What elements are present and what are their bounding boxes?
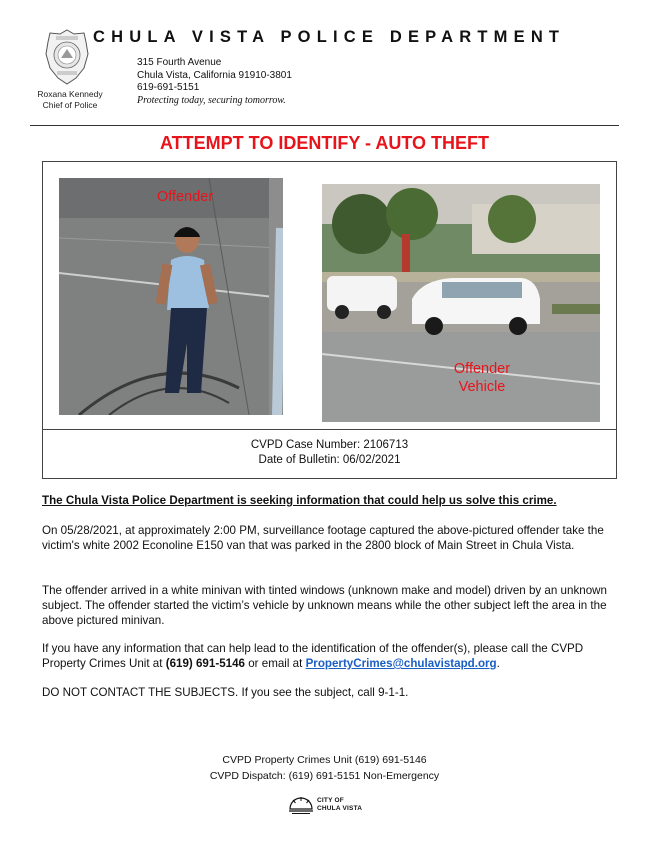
city-logo-line2: CHULA VISTA — [317, 805, 363, 812]
case-number: CVPD Case Number: 2106713 — [250, 439, 409, 451]
contact-text-post: . — [496, 657, 500, 670]
city-logo-line1: CITY OF — [317, 797, 344, 804]
city-logo-text — [317, 797, 362, 813]
chief-name: Roxana Kennedy — [37, 89, 103, 99]
lead-statement: The Chula Vista Police Department is seeking information that could help us solve this crime. — [42, 494, 557, 507]
police-badge-icon — [44, 28, 90, 86]
city-sun-logo-icon — [287, 794, 379, 816]
photo-panel-divider — [43, 429, 616, 430]
department-address — [137, 57, 292, 107]
bulletin-date: Date of Bulletin: 06/02/2021 — [258, 454, 401, 466]
contact-text-mid: or email at — [245, 657, 306, 670]
chief-block — [30, 89, 110, 111]
offender-photo — [59, 178, 283, 415]
contact-email-link[interactable]: PropertyCrimes@chulavistapd.org — [305, 657, 497, 670]
footer-contacts — [0, 752, 649, 784]
suspect-paragraph: The offender arrived in a white minivan with tinted windows (unknown make and model) driven by an unknown subject. The offender started the victim’s vehicle by unknown means while the other subject left the area in the above pictured minivan. — [42, 584, 607, 627]
contact-phone: (619) 691-5146 — [165, 657, 245, 670]
department-motto: Protecting today, securing tomorrow. — [137, 94, 286, 106]
incident-paragraph: On 05/28/2021, at approximately 2:00 PM, surveillance footage captured the above-pictured offender take the victim's white 2002 Econoline E150 van that was parked in the 2800 block of Main Street in Chula Vista. — [42, 524, 604, 552]
offender-vehicle-label-line1: Offender — [453, 361, 511, 377]
offender-vehicle-label — [432, 360, 532, 396]
offender-photo-label: Offender — [157, 189, 214, 205]
address-line1: 315 Fourth Avenue — [137, 57, 222, 68]
offender-vehicle-label-line2: Vehicle — [458, 379, 506, 395]
bulletin-title: ATTEMPT TO IDENTIFY - AUTO THEFT — [160, 133, 489, 153]
case-info — [43, 438, 616, 468]
header-divider — [30, 125, 619, 126]
chief-title: Chief of Police — [42, 100, 98, 110]
address-line2: Chula Vista, California 91910-3801 — [137, 69, 292, 81]
offender-vehicle-photo — [322, 184, 600, 422]
department-phone: 619-691-5151 — [137, 82, 200, 93]
footer-line2: CVPD Dispatch: (619) 691-5151 Non-Emergency — [209, 770, 440, 782]
warning-paragraph: DO NOT CONTACT THE SUBJECTS. If you see the subject, call 9-1-1. — [42, 686, 409, 699]
contact-paragraph — [42, 641, 622, 671]
department-title: CHULA VISTA POLICE DEPARTMENT — [93, 28, 566, 46]
photo-panel — [42, 161, 617, 479]
contact-text-pre: If you have any information that can help lead to the identification of the offender(s), please call the CVPD Property Crimes Unit at — [42, 642, 584, 670]
footer-line1: CVPD Property Crimes Unit (619) 691-5146 — [222, 754, 427, 766]
